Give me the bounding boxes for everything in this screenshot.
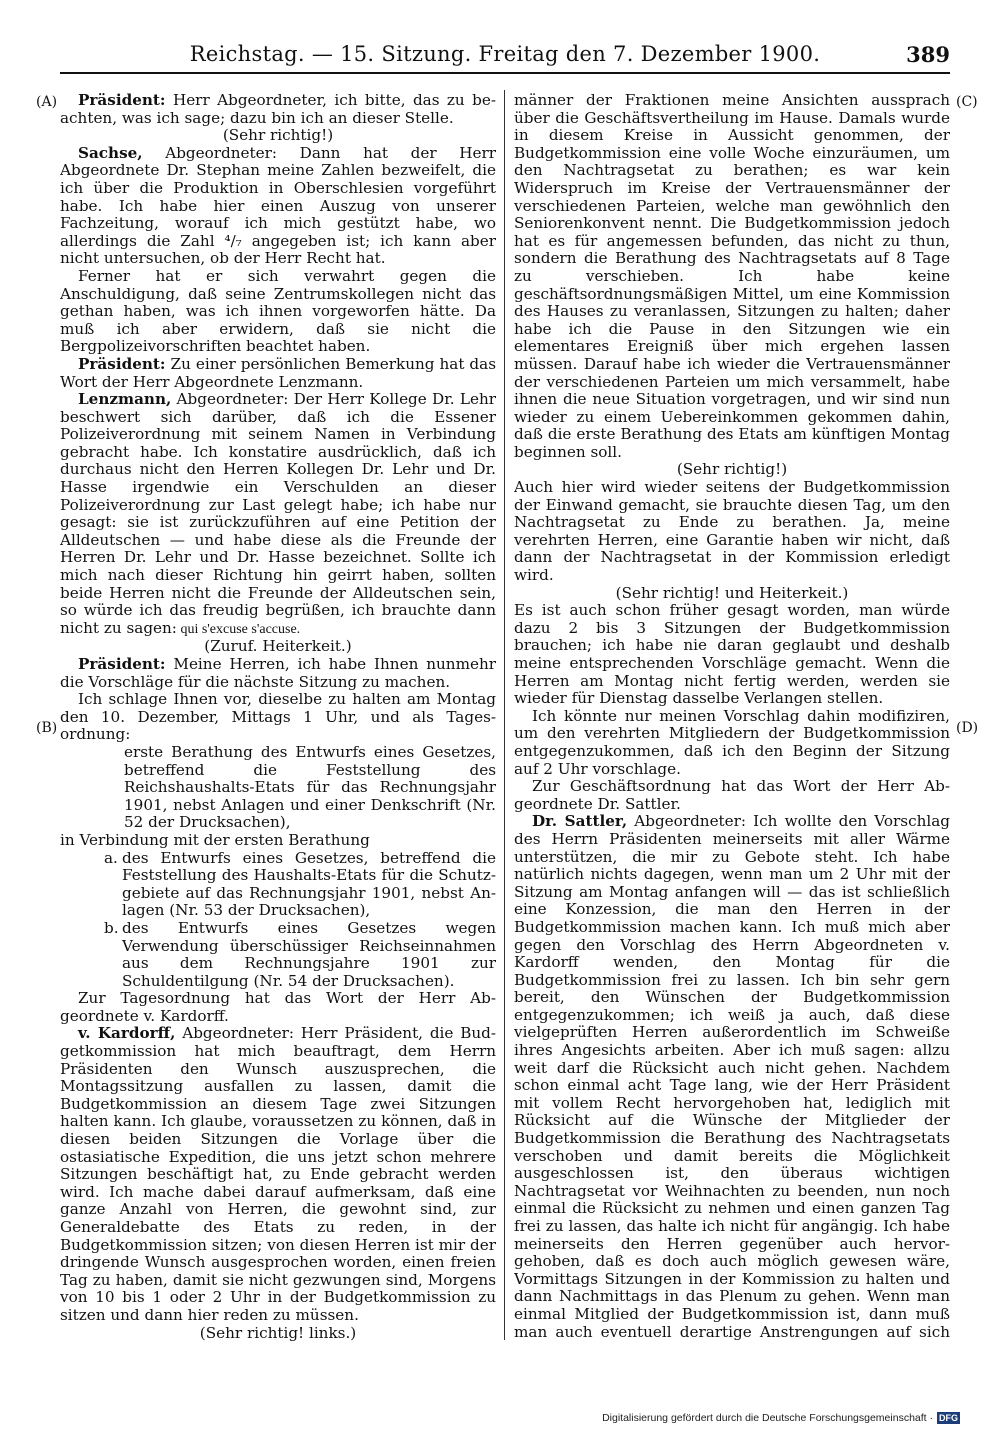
right-column bbox=[514, 92, 950, 1342]
speaker-name: Präsident: bbox=[78, 92, 166, 109]
agenda-subitem-label: a. bbox=[104, 848, 118, 867]
agenda-continuation: in Verbindung mit der ersten Berathung bbox=[60, 830, 370, 849]
footer-credit: Digitalisierung gefördert durch die Deutsche Forschungsgemeinschaft · bbox=[602, 1412, 933, 1424]
interjection: (Sehr richtig! und Heiterkeit.) bbox=[615, 583, 849, 602]
running-header bbox=[60, 40, 950, 72]
left-column bbox=[60, 92, 496, 1342]
agenda-sublist bbox=[104, 850, 496, 991]
digitization-footer bbox=[602, 1412, 960, 1424]
speech-text: Herr Abgeordneter, ich bitte, das zu beachten, was ich sage; dazu bin ich an dieser Stelle. bbox=[60, 92, 496, 127]
speaker-name: Lenzmann, bbox=[78, 390, 172, 409]
interjection: (Zuruf. Heiterkeit.) bbox=[204, 637, 352, 656]
paragraph bbox=[60, 92, 496, 127]
margin-marker-c: (C) bbox=[956, 94, 978, 110]
speaker-name: Dr. Sattler, bbox=[532, 812, 628, 831]
paragraph: Auch hier wird wieder seitens der Budgetkommission der Einwand gemacht, sie brauchte diesen Tag, um den Nachtragsetat zu Ende zu berathen. Ja, meine verehrten Herren, eine Garantie haben wir nicht, daß dann der Nachtragsetat in der Kommission erledigt wird. bbox=[514, 478, 950, 585]
agenda-item: erste Berathung des Entwurfs eines Gesetzes, betreffend die Feststellung des Reichshaushalts-Etats für das Rechnungsjahr 1901, nebst Anlagen und einer Denkschrift (Nr. 52 der Drucksachen), bbox=[124, 742, 496, 832]
speaker-name: v. Kardorff, bbox=[78, 1024, 176, 1043]
speech-text: Meine Herren, ich habe Ihnen nunmehr die Vorschläge für die nächste Sitzung zu machen. bbox=[60, 655, 496, 691]
dfg-logo: DFG bbox=[939, 1413, 958, 1423]
paragraph: Zur Tagesordnung hat das Wort der Herr Abgeordnete v. Kardorff. bbox=[60, 989, 496, 1025]
margin-marker-d: (D) bbox=[956, 720, 979, 736]
speech-text: Abgeordneter: Ich wollte den Vorschlag des Herrn Präsidenten meinerseits mit aller Wärme unterstützen, die mir zu Gebote steht. Ich habe natürlich nichts dagegen, wenn man um 2 Uhr mit der Sitzung am Montag anfangen will — das ist schließlich eine Konzession, die man den Herren in der Budgetkommission machen kann. Ich muß mich aber gegen den Vorschlag des Herrn Abgeordneten v. Kardorff wenden, den Montag für die Budgetkommission frei zu lassen. Ich bin sehr gern bereit, den Wünschen der Budgetkommission entgegenzukommen; ich weiß ja auch, daß diese vielgeprüften Herren außerordentlich im Schweiße ihres Angesichts arbeiten. Aber ich muß sagen: allzu weit darf die Rücksicht auch nicht gehen. Nachdem schon einmal acht Tage lang, wie der Herr Präsident mit vollem Recht hervorgehoben hat, lediglich mit Rücksicht auf die Wünsche der Mitglieder der Budgetkommission die Berathung des Nachtragsetats verschoben und damit bereits die Möglichkeit ausgeschlossen ist, den überaus wichtigen Nachtragsetat vor Weihnachten zu beenden, nun noch einmal die Rücksicht zu nehmen und einen ganzen Tag frei zu lassen, das halte ich nicht für angängig. Ich habe meinerseits den Herren gegenüber auch hervorgehoben, daß es doch auch möglich gewesen wäre, Vormittags Sitzungen in der Kommission zu halten und dann Nachmittags in das Plenum zu gehen. Wenn man einmal Mitglied der Budgetkommission ist, dann muß man auch eventuell derartige Anstrengungen auf sich bbox=[514, 812, 950, 1341]
paragraph: Ich könnte nur meinen Vorschlag dahin modifiziren, um den verehrten Mitgliedern der Budgetkommission entgegenzukommen, daß ich den Beginn der Sitzung auf 2 Uhr vorschlage. bbox=[514, 706, 950, 778]
interjection: (Sehr richtig! links.) bbox=[199, 1323, 357, 1342]
paragraph: Ferner hat er sich verwahrt gegen die Anschuldigung, daß seine Zentrumskollegen nicht das gethan haben, was ich ihnen vorgeworfen hätte. Da muß ich aber erwidern, daß sie nicht die Bergpolizeivorschriften beachtet haben. bbox=[60, 266, 496, 356]
column-divider bbox=[504, 90, 505, 1340]
agenda-subitem-label: b. bbox=[104, 918, 119, 937]
agenda-subitem bbox=[104, 850, 496, 920]
paragraph bbox=[60, 145, 496, 268]
paragraph bbox=[60, 1025, 496, 1324]
agenda-subitem bbox=[104, 920, 496, 990]
interjection: (Sehr richtig!) bbox=[676, 460, 788, 479]
page-number: 389 bbox=[906, 42, 950, 67]
margin-marker-b: (B) bbox=[36, 720, 58, 736]
margin-marker-a: (A) bbox=[36, 94, 58, 110]
header-rule bbox=[60, 72, 950, 74]
paragraph bbox=[60, 391, 496, 638]
paragraph: Es ist auch schon früher gesagt worden, man würde dazu 2 bis 3 Sitzungen der Budgetkommission brauchen; ich habe nie daran geglaubt und deshalb meine entsprechenden Vorschläge gemacht. Wenn die Herren am Montag nicht fertig werden, werden sie wieder für Dienstag dasselbe Verlangen stellen. bbox=[514, 601, 950, 708]
speech-text: Abgeordneter: Der Herr Kollege Dr. Lehr beschwert sich darüber, daß ich die Essener Polizeiverordnung mit seinem Namen in Verbindung gebracht habe. Ich konstatire ausdrücklich, daß ich durchaus nicht den Herren Kollegen Dr. Lehr und Dr. Hasse irgendwie ein Verschulden an dieser Polizeiverordnung zur Last gelegt habe; ich habe nur gesagt: sie ist zurückzuführen auf eine Petition der Alldeutschen — und habe diese als die Freunde der Herren Dr. Lehr und Dr. Hasse bezeichnet. Sollte ich mich nach dieser Richtung hin geirrt haben, sollten beide Herren nicht die Freunde der Alldeutschen sein, so würde ich das freudig begrüßen, ich brauchte dann nicht zu sagen: bbox=[60, 390, 496, 637]
paragraph: Zur Geschäftsordnung hat das Wort der Herr Abgeordnete Dr. Sattler. bbox=[514, 777, 950, 813]
header-title: Reichstag. — 15. Sitzung. Freitag den 7. Dezember 1900. bbox=[189, 42, 821, 66]
french-quote: qui s'excuse s'accuse. bbox=[176, 621, 301, 637]
agenda-subitem-text: des Entwurfs eines Gesetzes wegen Verwendung überschüssiger Reichseinnahmen aus dem Rechnungsjahre 1901 zur Schuldentilgung (Nr. 54 der Drucksachen). bbox=[122, 918, 496, 990]
speaker-name: Präsident: bbox=[78, 655, 166, 673]
speech-text: Abgeordneter: Dann hat der Herr Abgeordnete Dr. Stephan meine Zahlen bezweifelt, die ich über die Produktion in Oberschlesien vorgeführt habe. Ich habe hier einen Auszug von unserer Fachzeitung, worauf ich mich gestützt habe, wo allerdings die Zahl ⁴/₇ angegeben ist; ich kann aber nicht untersuchen, ob der Herr Recht hat. bbox=[60, 143, 496, 268]
paragraph: männer der Fraktionen meine Ansichten aussprach über die Geschäftsvertheilung im Hause. Damals wurde in diesem Kreise in Aussicht genommen, der Budgetkommission eine volle Woche einzuräumen, um den Nachtragsetat zu berathen; es war kein Widerspruch im Kreise der Vertrauensmänner der verschiedenen Parteien, welche man gewöhnlich den Seniorenkonvent nennt. Die Budgetkommission jedoch hat es für angemessen befunden, das nicht zu thun, sondern die Berathung des Nachtragsetats auf 8 Tage zu verschieben. Ich habe keine geschäftsordnungsmäßigen Mittel, um eine Kommission des Hauses zu veranlassen, Sitzungen zu halten; daher habe ich die Pause in den Sitzungen wie ein elementares Ereigniß über mich ergehen lassen müssen. Darauf habe ich wieder die Vertrauensmänner der verschiedenen Parteien um mich versammelt, habe ihnen die neue Situation vorgetragen, und wir sind nun wieder zu einem Uebereinkommen gekommen dahin, daß die erste Berathung des Etats am künftigen Montag beginnen soll. bbox=[514, 92, 950, 461]
paragraph bbox=[514, 813, 950, 1342]
speaker-name: Sachse, bbox=[78, 143, 143, 162]
interjection: (Sehr richtig!) bbox=[222, 126, 334, 145]
paragraph bbox=[60, 356, 496, 391]
speech-text: Abgeordneter: Herr Präsident, die Budgetkommission hat mich beauftragt, dem Herrn Präsidenten den Wunsch auszusprechen, die Montagssitzung ausfallen zu lassen, damit die Budgetkommission an diesem Tage zwei Sitzungen halten kann. Ich glaube, voraussetzen zu können, daß in diesen beiden Sitzungen die Vorlage über die ostasiatische Expedition, die uns jetzt schon mehrere Sitzungen beschäftigt hat, zu Ende gebracht werden wird. Ich mache dabei darauf aufmerksam, daß eine ganze Anzahl von Herren, die gewohnt sind, zur Generaldebatte des Etats zu reden, in der Budgetkommission sitzen; von diesen Herren ist mir der dringende Wunsch ausgesprochen worden, einen freien Tag zu haben, damit sie nicht gezwungen sind, Morgens von 10 bis 1 oder 2 Uhr in der Budgetkommission zu sitzen und dann hier reden zu müssen. bbox=[60, 1024, 496, 1324]
agenda-subitem-text: des Entwurfs eines Gesetzes, betreffend die Feststellung des Haushalts-Etats für die Schutzgebiete auf das Rechnungsjahr 1901, nebst Anlagen (Nr. 53 der Drucksachen), bbox=[122, 848, 496, 920]
speaker-name: Präsident: bbox=[78, 354, 166, 373]
speech-text: Zu einer persönlichen Bemerkung hat das Wort der Herr Abgeordnete Lenzmann. bbox=[60, 354, 496, 391]
paragraph: Ich schlage Ihnen vor, dieselbe zu halten am Montag den 10. Dezember, Mittags 1 Uhr, und als Tagesordnung: bbox=[60, 690, 496, 744]
paragraph bbox=[60, 656, 496, 691]
